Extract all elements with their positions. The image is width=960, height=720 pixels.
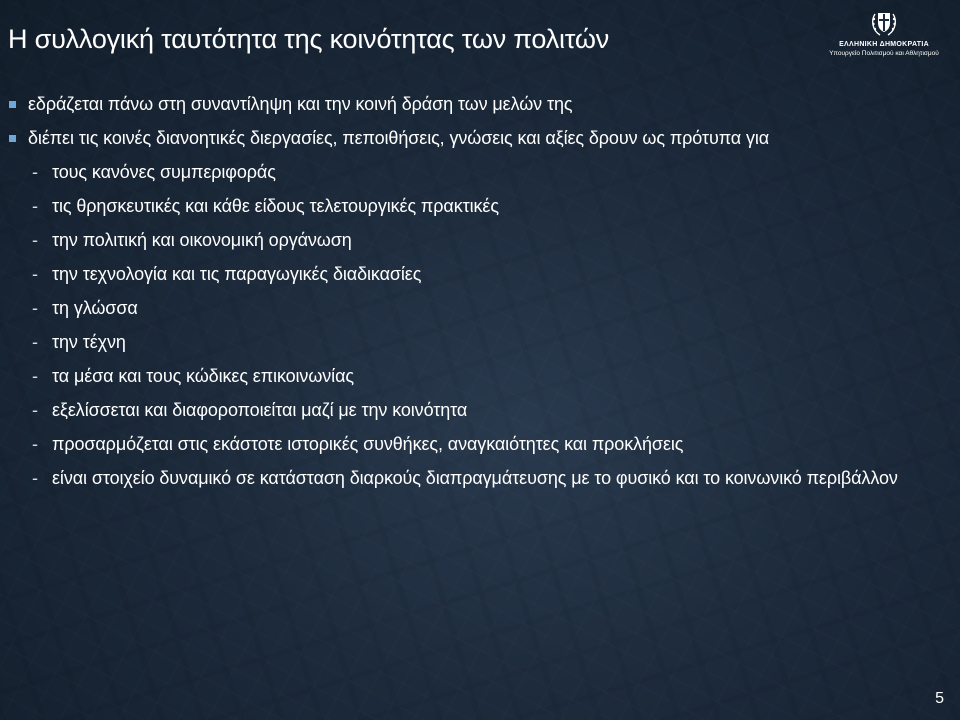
sub-list-item bbox=[8, 330, 933, 355]
dash-bullet-icon: - bbox=[32, 298, 38, 318]
bullet-text: εδράζεται πάνω στη συναντίληψη και την κοινή δράση των μελών της bbox=[28, 94, 573, 114]
sub-item-text: την τεχνολογία και τις παραγωγικές διαδικασίες bbox=[52, 264, 422, 284]
square-bullet-icon bbox=[9, 101, 16, 108]
dash-bullet-icon: - bbox=[32, 196, 38, 216]
sub-item-text: τις θρησκευτικές και κάθε είδους τελετουργικές πρακτικές bbox=[52, 196, 499, 216]
bullet-text: διέπει τις κοινές διανοητικές διεργασίες, πεποιθήσεις, γνώσεις και αξίες δρουν ως πρότυπα για bbox=[28, 128, 770, 148]
logo-country-name: ΕΛΛΗΝΙΚΗ ΔΗΜΟΚΡΑΤΙΑ bbox=[839, 41, 929, 48]
page-number: 5 bbox=[935, 690, 944, 707]
dash-bullet-icon: - bbox=[32, 332, 38, 352]
sub-list-item bbox=[8, 262, 933, 287]
sub-list-item bbox=[8, 432, 933, 457]
dash-bullet-icon: - bbox=[32, 162, 38, 182]
sub-item-text: τη γλώσσα bbox=[52, 298, 138, 318]
bullet-item bbox=[8, 92, 933, 117]
greek-coat-of-arms-icon bbox=[870, 8, 898, 38]
dash-bullet-icon: - bbox=[32, 366, 38, 386]
sub-item-text: είναι στοιχείο δυναμικό σε κατάσταση διαρκούς διαπραγμάτευσης με το φυσικό και το κοινωνικό περιβάλλον bbox=[52, 468, 898, 488]
dash-bullet-icon: - bbox=[32, 400, 38, 420]
sub-list-item bbox=[8, 296, 933, 321]
dash-bullet-icon: - bbox=[32, 264, 38, 284]
sub-list-item bbox=[8, 228, 933, 253]
sub-list-item bbox=[8, 364, 933, 389]
sub-list-item bbox=[8, 398, 933, 423]
slide-title: Η συλλογική ταυτότητα της κοινότητας των πολιτών bbox=[8, 24, 610, 54]
sub-list-item bbox=[8, 466, 933, 491]
sub-list-item bbox=[8, 160, 933, 185]
dash-bullet-icon: - bbox=[32, 468, 38, 488]
sub-list-item bbox=[8, 194, 933, 219]
sub-item-text: τα μέσα και τους κώδικες επικοινωνίας bbox=[52, 366, 354, 386]
ministry-logo bbox=[812, 8, 956, 57]
dash-bullet-icon: - bbox=[32, 230, 38, 250]
sub-item-text: εξελίσσεται και διαφοροποιείται μαζί με την κοινότητα bbox=[52, 400, 468, 420]
sub-item-text: προσαρμόζεται στις εκάστοτε ιστορικές συνθήκες, αναγκαιότητες και προκλήσεις bbox=[52, 434, 684, 454]
slide-content bbox=[8, 92, 933, 500]
sub-item-text: τους κανόνες συμπεριφοράς bbox=[52, 162, 276, 182]
sub-item-text: την πολιτική και οικονομική οργάνωση bbox=[52, 230, 352, 250]
square-bullet-icon bbox=[9, 135, 16, 142]
sub-item-text: την τέχνη bbox=[52, 332, 126, 352]
dash-bullet-icon: - bbox=[32, 434, 38, 454]
bullet-item bbox=[8, 126, 933, 151]
sub-list bbox=[8, 160, 933, 491]
logo-ministry-name: Υπουργείο Πολιτισμού και Αθλητισμού bbox=[829, 50, 939, 57]
